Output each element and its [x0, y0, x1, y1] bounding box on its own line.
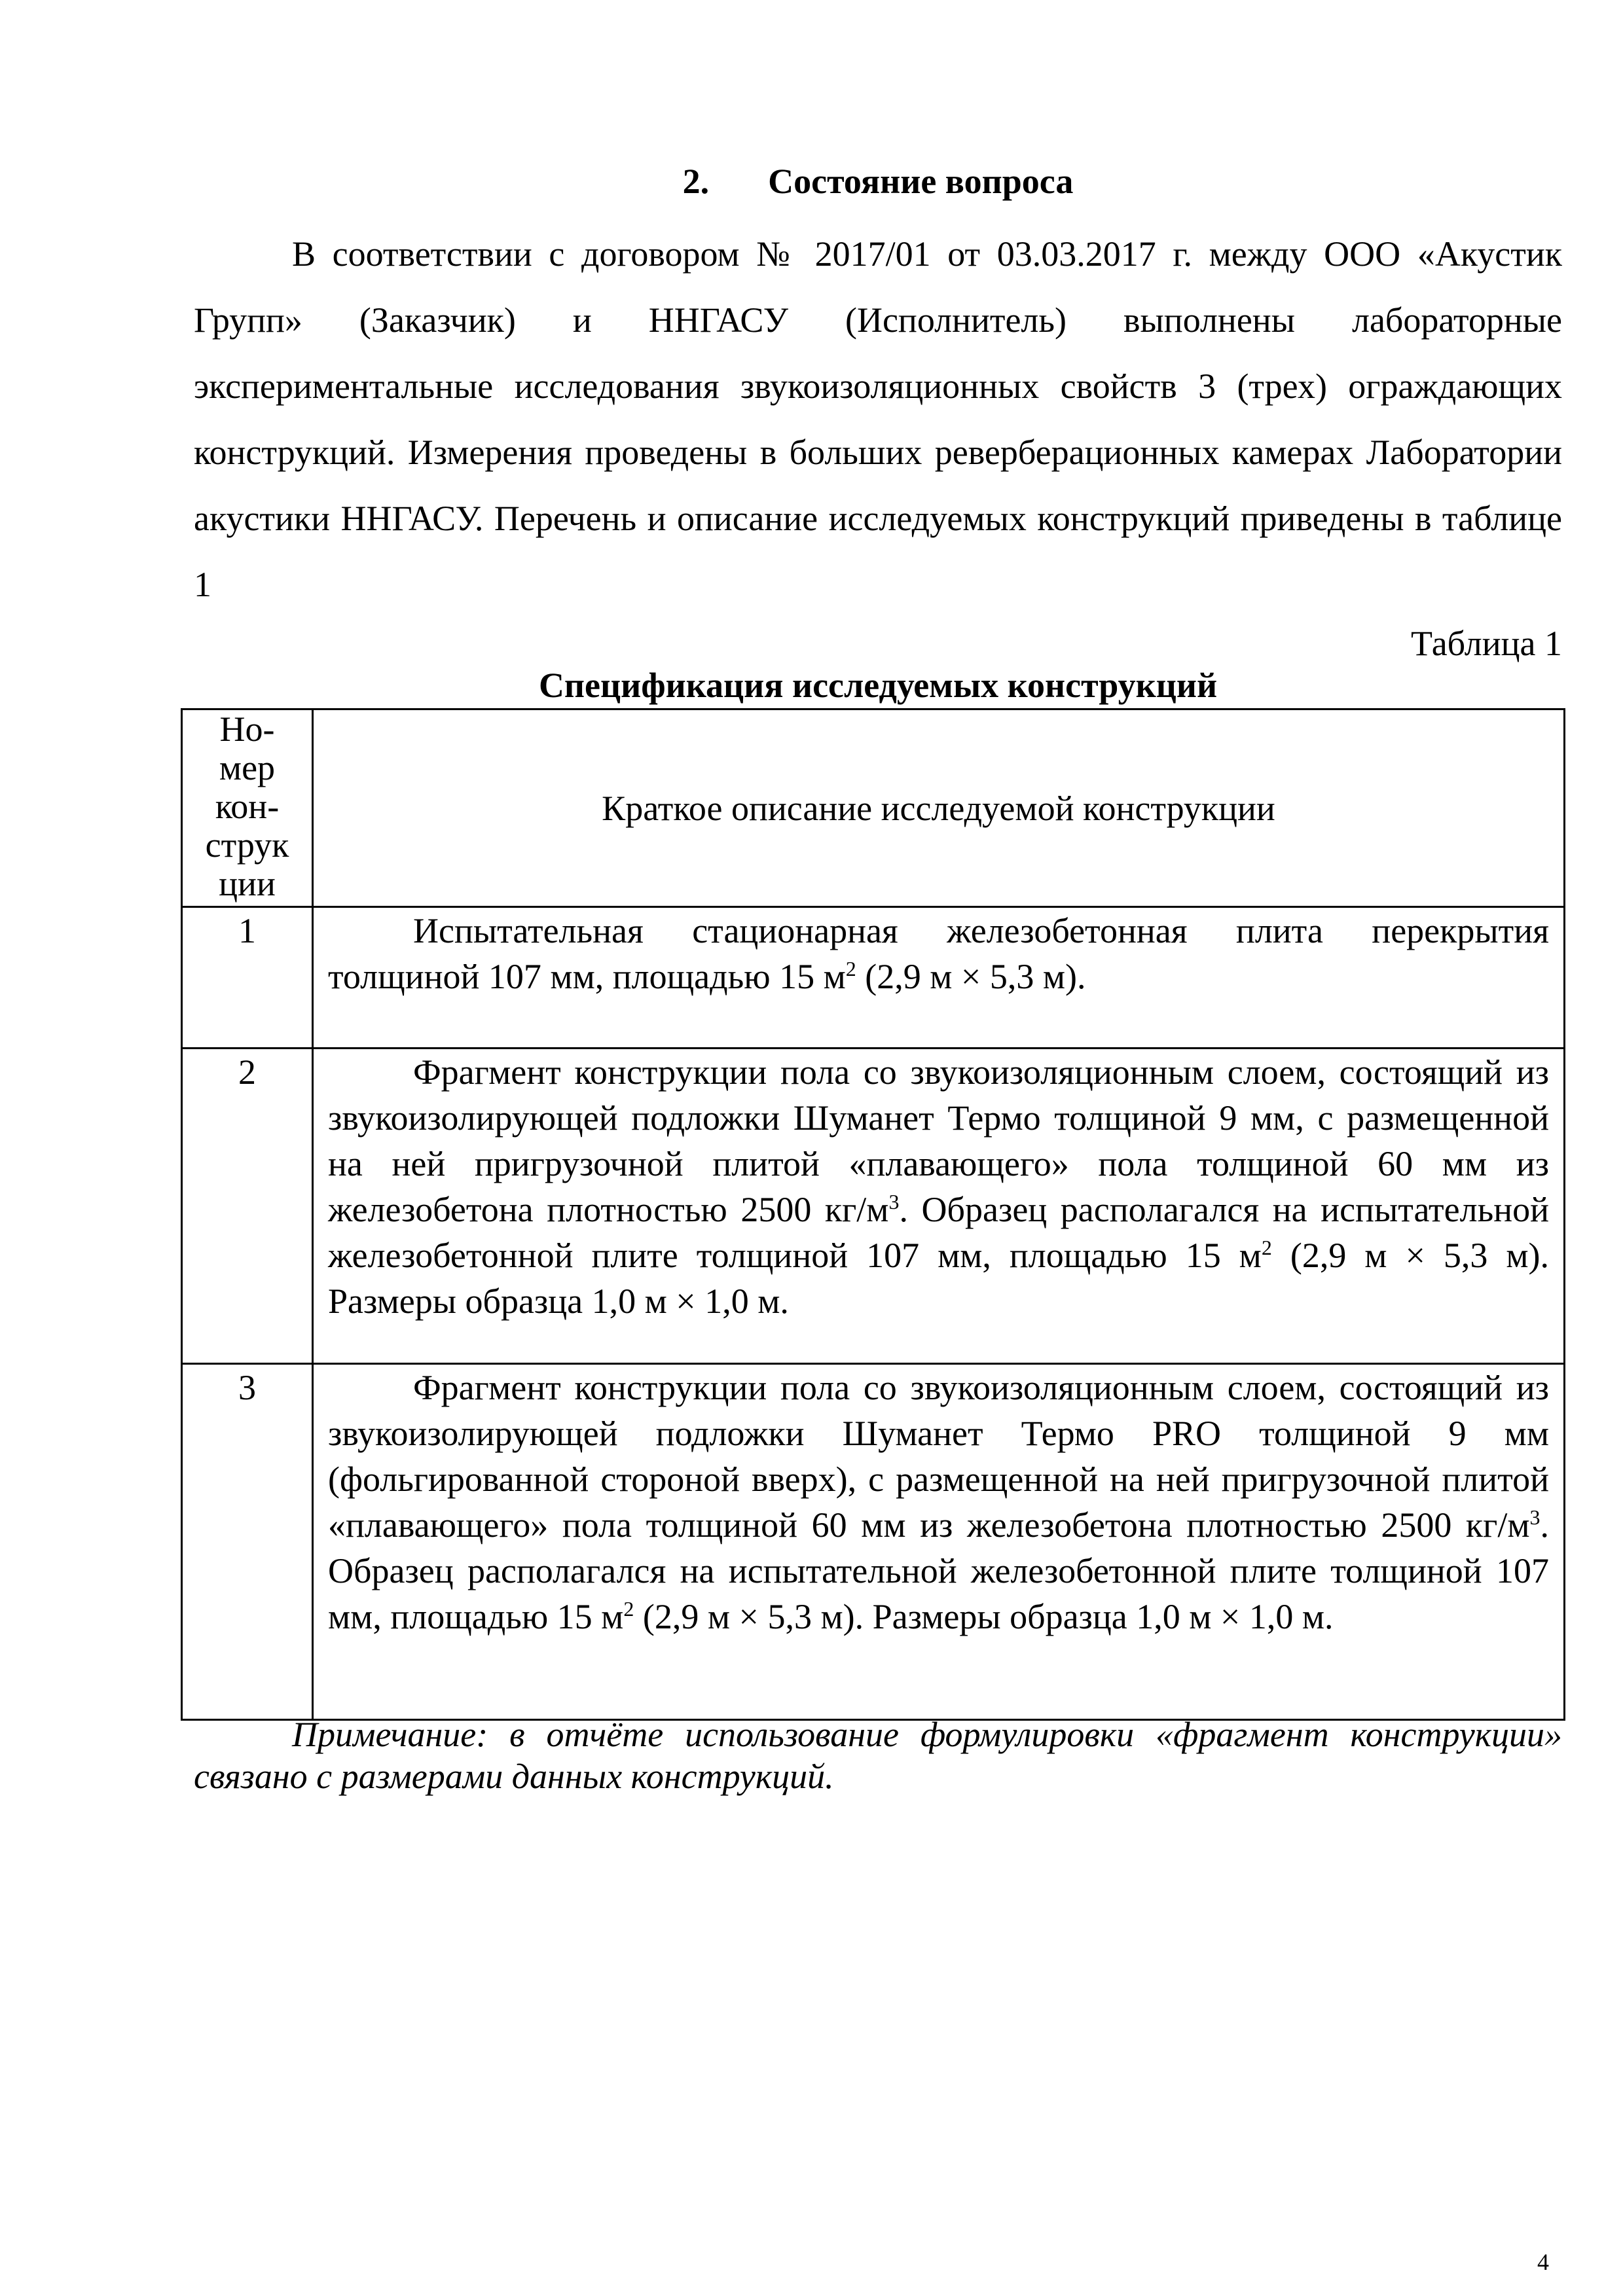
row-number: 2 [182, 1049, 313, 1364]
header-number-line: кон- [215, 787, 280, 826]
row-number: 3 [182, 1364, 313, 1720]
section-heading [194, 158, 1562, 204]
header-description-cell: Краткое описание исследуемой конструкции [313, 709, 1565, 907]
table-header-row [182, 709, 1565, 907]
specification-table [181, 708, 1565, 1721]
header-number-line: ции [219, 864, 276, 903]
superscript: 2 [1261, 1236, 1272, 1259]
table-title: Спецификация исследуемых конструкций [538, 666, 1218, 705]
intro-text: В соответствии с договором № 2017/01 от 03.03.2017 г. между ООО «Акустик Групп» (Заказчик) и ННГАСУ (Исполнитель) выполнены лабораторные экспериментальные исследования звукоизоляционных свойств 3 (трех) ограждающих конструкций. Измерения проведены в больших реверберационных камерах Лаборатории акустики ННГАСУ. Перечень и описание исследуемых конструкций приведены в таблице 1 [194, 234, 1562, 604]
row-description [313, 1364, 1565, 1720]
row-text: (2,9 м × 5,3 м). Размеры образца 1,0 м × 1,0 м. [634, 1597, 1334, 1636]
row-text: Фрагмент конструкции пола со звукоизоляционным слоем, состоящий из звукоизолирующей подложки Шуманет Термо толщиной 9 мм, с размещенной на ней пригрузочной плитой «плавающего» пола толщиной 60 мм из железобетона плотностью 2500 кг/м [328, 1052, 1549, 1229]
row-text: . Образец располагался на испытательной железобетонной плите толщиной 107 мм, площадью 15 м [328, 1505, 1549, 1636]
superscript: 2 [845, 957, 856, 980]
row-number: 1 [182, 907, 313, 1049]
table-label: Таблица 1 [1411, 624, 1562, 663]
header-number-line: мер [219, 748, 276, 787]
row-text: (2,9 м × 5,3 м). [856, 957, 1086, 996]
row-description [313, 1049, 1565, 1364]
row-text: Испытательная стационарная железобетонная плита перекрытия толщиной 107 мм, площадью 15 м [328, 911, 1549, 996]
page-number: 4 [1537, 2249, 1549, 2275]
section-title: Состояние вопроса [768, 162, 1074, 201]
superscript: 3 [888, 1190, 900, 1213]
superscript: 2 [623, 1597, 634, 1621]
intro-paragraph [194, 221, 1562, 618]
table-note [194, 1713, 1562, 1797]
row-description [313, 907, 1565, 1049]
row-text: (2,9 м × 5,3 м). Размеры образца 1,0 м × 1,0 м. [328, 1236, 1549, 1321]
header-number-line: Но- [219, 709, 275, 749]
section-number: 2. [682, 162, 710, 201]
table-row [182, 907, 1565, 1049]
superscript: 3 [1529, 1505, 1541, 1529]
table-row [182, 1364, 1565, 1720]
row-text: Фрагмент конструкции пола со звукоизоляционным слоем, состоящий из звукоизолирующей подложки Шуманет Термо PRO толщиной 9 мм (фольгированной стороной вверх), с размещенной на ней пригрузочной плитой «плавающего» пола толщиной 60 мм из железобетона плотностью 2500 кг/м [328, 1368, 1549, 1545]
header-number-cell [182, 709, 313, 907]
note-text: Примечание: в отчёте использование формулировки «фрагмент конструкции» связано с размерами данных конструкций. [194, 1715, 1562, 1796]
table-row [182, 1049, 1565, 1364]
header-number-line: струк [205, 825, 289, 865]
row-text: . Образец располагался на испытательной железобетонной плите толщиной 107 мм, площадью 15 м [328, 1190, 1549, 1275]
